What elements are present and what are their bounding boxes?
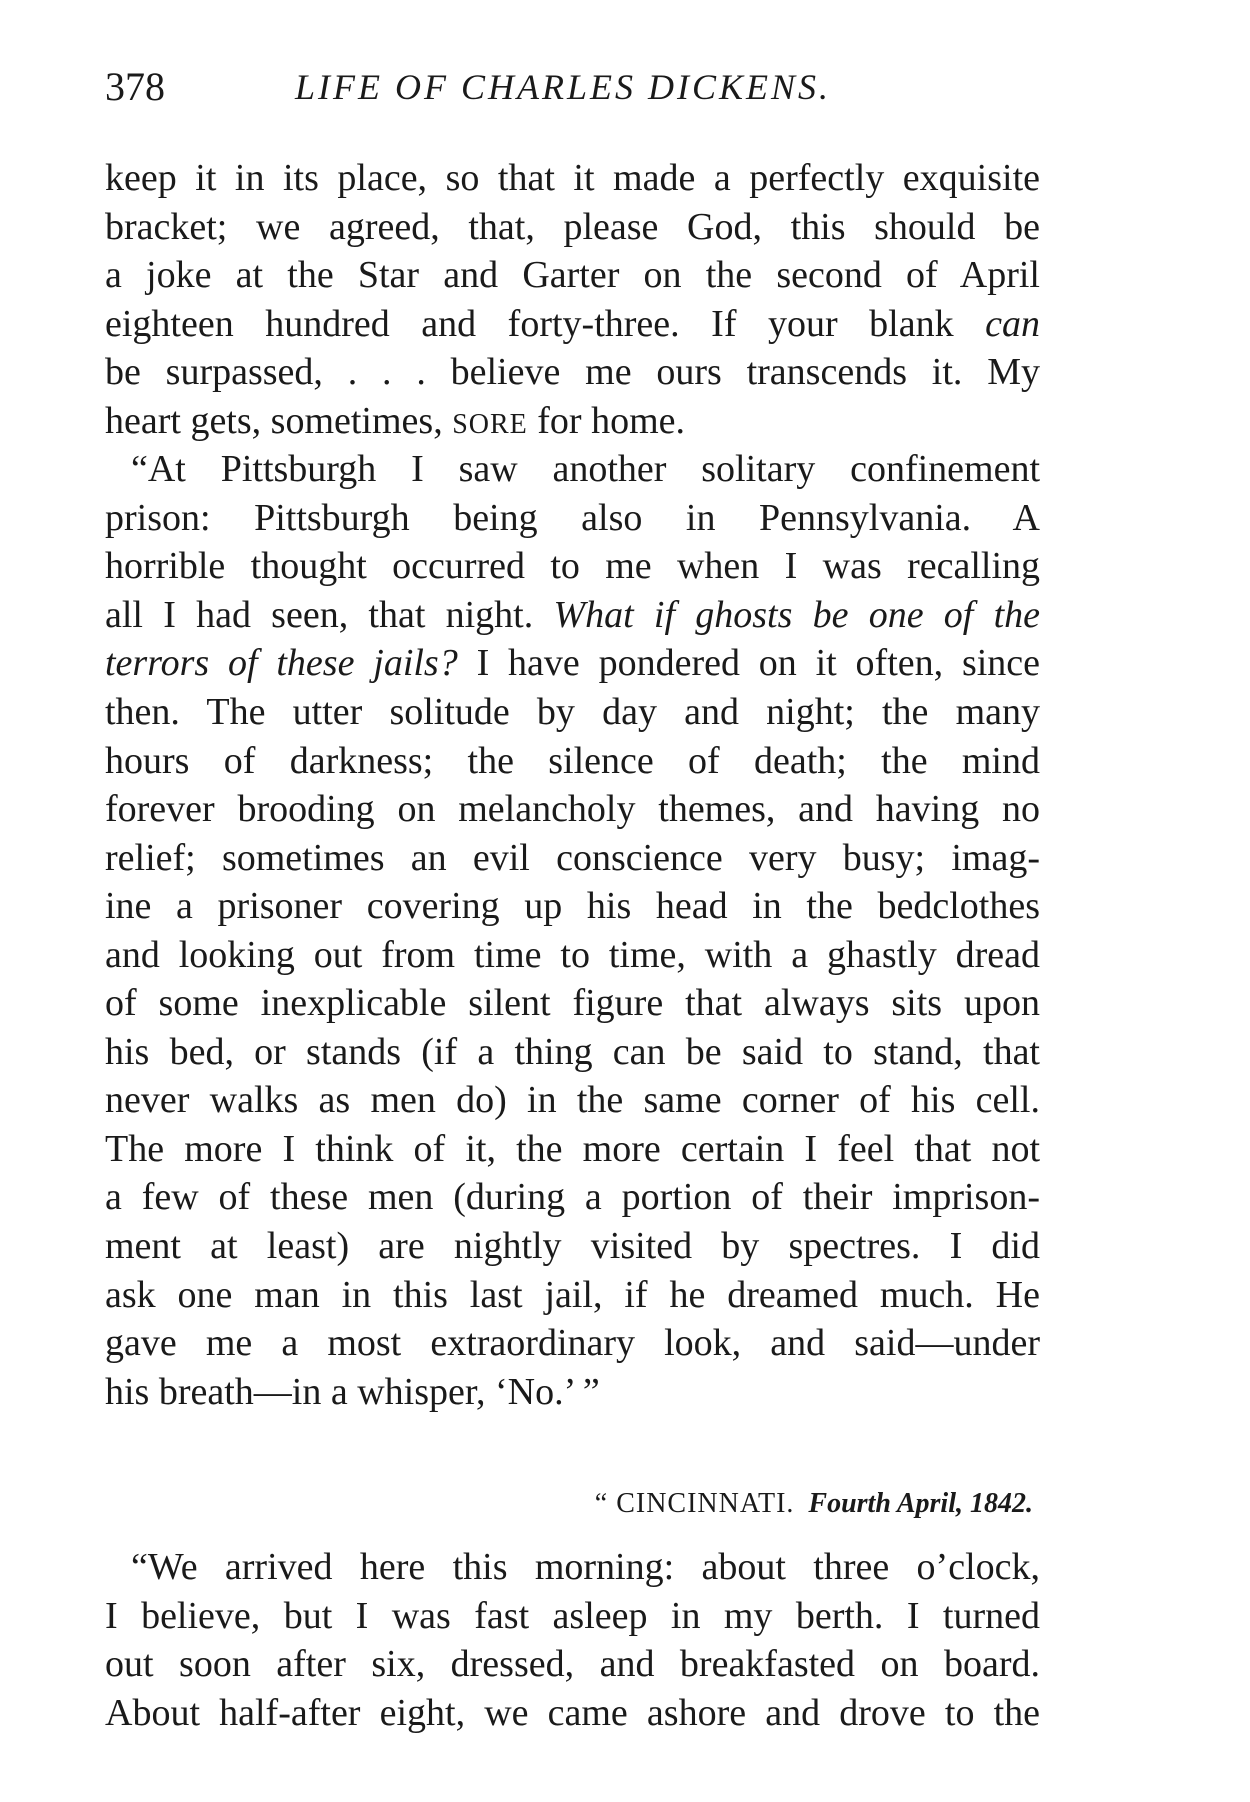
text-line: gave me a most extraordinary look, and said—under (105, 1322, 1040, 1365)
text-line: all I had seen, that night. What if ghosts be one of the (105, 593, 1041, 636)
text-line: eighteen hundred and forty-three. If your blank can (105, 302, 1041, 345)
text-line: ask one man in this last jail, if he dreamed much. He (105, 1273, 1040, 1316)
text-line: be surpassed, . . . believe me ours transcends it. My (105, 351, 1040, 394)
text-line: ment at least) are nightly visited by spectres. I did (105, 1225, 1040, 1268)
text-line: his breath—in a whisper, ‘No.’ ” (105, 1370, 600, 1413)
text-line: and looking out from time to time, with a ghastly dread (105, 933, 1040, 976)
text-line: “At Pittsburgh I saw another solitary confinement (131, 448, 1040, 491)
text-line: bracket; we agreed, that, please God, this should be (105, 205, 1040, 248)
letter-dateline (105, 1484, 1033, 1524)
text-line: keep it in its place, so that it made a perfectly exquisite (105, 157, 1040, 199)
page-number: 378 (105, 64, 165, 109)
text-line: I believe, but I was fast asleep in my berth. I turned (105, 1594, 1040, 1637)
text-line: a joke at the Star and Garter on the second of April (105, 254, 1040, 297)
text-line: never walks as men do) in the same corner of his cell. (105, 1079, 1040, 1122)
dateline-place: “ CINCINNATI. (594, 1488, 795, 1519)
text-line: “We arrived here this morning: about three o’clock, (131, 1546, 1040, 1588)
text-line: The more I think of it, the more certain I feel that not (105, 1127, 1040, 1170)
letter-body (105, 154, 1040, 1416)
text-line: terrors of these jails? I have pondered on it often, since (105, 642, 1041, 685)
dateline-date: Fourth April, 1842. (808, 1488, 1033, 1519)
text-line: relief; sometimes an evil conscience very busy; imag- (105, 836, 1040, 879)
text-line: then. The utter solitude by day and night; the many (105, 691, 1040, 734)
text-line: of some inexplicable silent figure that always sits upon (105, 982, 1040, 1025)
letter-body-continued (105, 1543, 1040, 1737)
text-line: his bed, or stands (if a thing can be said to stand, that (105, 1030, 1040, 1073)
text-line: ine a prisoner covering up his head in the bedclothes (105, 885, 1040, 928)
emphasis: What if ghosts be one of the (553, 593, 1041, 636)
text-line: About half-after eight, we came ashore and drove to the (105, 1691, 1040, 1734)
text-line: prison: Pittsburgh being also in Pennsylvania. A (105, 496, 1040, 539)
text-line: a few of these men (during a portion of their imprison- (105, 1176, 1040, 1219)
running-head: LIFE OF CHARLES DICKENS. (295, 67, 831, 107)
text-line: hours of darkness; the silence of death; the mind (105, 739, 1040, 782)
page-header (105, 62, 1040, 112)
text-line: forever brooding on melancholy themes, and having no (105, 788, 1040, 831)
emphasis: can (985, 302, 1041, 345)
text-line: out soon after six, dressed, and breakfasted on board. (105, 1643, 1040, 1686)
small-caps-word: SORE (452, 408, 528, 440)
emphasis: terrors of these jails? (105, 642, 458, 685)
text-line: horrible thought occurred to me when I was recalling (105, 545, 1040, 588)
text-line: heart gets, sometimes, SORE for home. (105, 399, 686, 442)
